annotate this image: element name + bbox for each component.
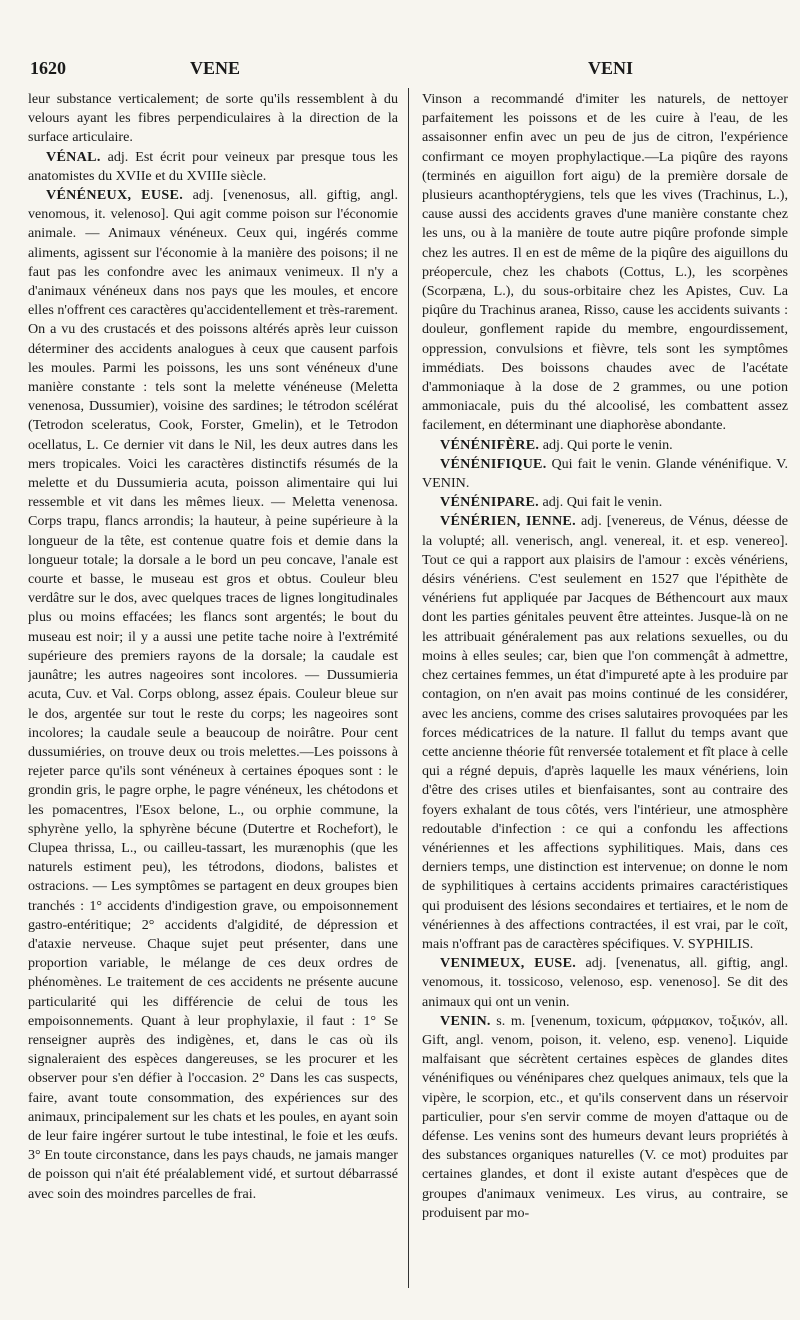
entry-veneneux: VÉNÉNEUX, EUSE. adj. [venenosus, all. giftig, angl. venomous, it. velenoso]. Qui agit comme poison sur l'économie animale. — Animaux vénéneux. Ceux qui, ingérés comme aliments, agissent sur l'économie à la manière des poisons; il ne faut pas les confondre avec les animaux venimeux. Il n'y a d'animaux vénéneux dans nos pays que les moules, et encore elles n'offrent ces caractères qu'accidentellement et très-rarement. On a vu des crustacés et des poissons altérés après leur cuisson déterminer des accidents analogues à ceux que causent parfois les moules. Parmi les poissons, les uns sont vénéneux d'une manière constante : tels sont la melette vénéneuse (Meletta venenosa, Dussumier), voisine des sardines; le tétrodon scélérat (Tetrodon sceleratus, Cook, Forster, Gmelin), et le Tetrodon ocellatus, L. Ce dernier vit dans le Nil, les deux autres dans les mers tropicales. Voici les caractères distinctifs résumés de la melette et du Dussumieria acuta, poisson alimentaire qui lui ressemble et vit dans les mêmes lieux. — Meletta venenosa. Corps trapu, flancs arrondis; la hauteur, à peine supérieure à la longueur de la tête, est contenue quatre fois et demie dans la longueur totale; la dorsale a le bord un peu concave, l'anale est courte et basse, le museau est gros et obtus. Couleur bleu verdâtre sur le dos, avec quelques traces de lignes longitudinales plus ou moins effacées; les flancs sont argentés; le bout du museau est noir; il y a aussi une petite tache noire à l'extrémité supérieure des premiers rayons de la dorsale; la caudale est jaunâtre; les autres nageoires sont incolores. — Dussumieria acuta, Cuv. et Val. Corps oblong, assez épais. Couleur bleue sur le dos, argentée sur tout le reste du corps; les nageoires sont incolores; la caudale seule a beaucoup de noirâtre. Pour cent dussumiéries, on trouve deux ou trois melettes.—Les poissons à rejeter parce qu'ils sont vénéneux à certaines époques sont : le grondin gris, le pagre orphe, le pagre vénéneux, les chétodons et les pomacentres, l'Esox belone, L., ou orphie commune, la sphyrène yello, la sphyrène bécune (Dutertre et Rochefort), le Clupea thrissa, L., ou cailleu-tassart, les murænophis (que les naturels estiment peu), les tétrodons, diodons, balistes et ostracions. — Les symptômes se partagent en deux groupes bien tranchés : 1° accidents d'indigestion grave, ou empoisonnement gastro-entéritique; 2° accidents d'algidité, de dépression et d'ataxie nerveuse. Chaque sujet peut présenter, dans une proportion variable, le mélange de ces deux ordres de phénomènes. Le traitement de ces accidents ne présente aucune particularité qui les différencie de celui de tous les empoisonnements. Quant à leur prophylaxie, il faut : 1° Se renseigner auprès des indigènes, et, dans le cas où ils signaleraient des espèces dangereuses, se les procurer et les observer pour s'en défier à l'occasion. 2° Dans les cas suspects, faire, avant toute consommation, des expériences sur des animaux, principalement sur les chats et les poules, en ayant soin de leur faire ingérer surtout le tube intestinal, le foie et les œufs. 3° En toute circonstance, dans les pays chauds, ne jamais manger de poisson qui n'ait été préalablement vidé, et surtout débarrassé avec soin des moindres parcelles de frai.: [28, 187, 398, 1202]
entry-venimeux: VENIMEUX, EUSE. adj. [venenatus, all. giftig, angl. venomous, it. tossicoso, velenoso, esp. venenoso]. Se dit des animaux qui ont un venin.: [422, 955, 788, 1010]
entry-venal: VÉNAL. adj. Est écrit pour veineux par presque tous les anatomistes du XVIIe et du XVIIIe siècle.: [28, 148, 398, 184]
right-running-head: VENI: [588, 58, 634, 78]
entry-continuation: leur substance verticalement; de sorte qu'ils ressemblent à du velours ayant les fibres perpendiculaires à la direction de la surface articulaire.: [28, 91, 398, 146]
entry-venenipare: VÉNÉNIPARE. adj. Qui fait le venin.: [440, 494, 663, 511]
headword: VENIMEUX, EUSE.: [440, 955, 577, 972]
headword: VÉNÉNIFIQUE.: [440, 455, 547, 472]
entry-venerien: VÉNÉRIEN, IENNE. adj. [venereus, de Vénus, déesse de la volupté; all. venerisch, angl. venereal, it. et esp. venereo]. Tout ce qui a rapport aux plaisirs de l'amour : excès vénériens, désirs vénériens. C'est seulement en 1527 que l'épithète de vénériens fut appliquée par Jacques de Béthencourt aux maux dont les parties génitales peuvent être atteintes. Jusque-là on ne les attribuait généralement pas aux relations sexuelles, ou du moins à elles seules; car, bien que l'on commençât à admettre, chez certaines femmes, un état d'impureté apte à les produire par contagion, on n'en avait pas moins continué de les considérer, avec les anciens, comme des crises salutaires provoquées par les forces médicatrices de la nature. Il fallut du temps avant que cette ancienne théorie fût renversée totalement et fît place à celle qui a régné depuis, d'après laquelle les maux vénériens, loin d'être des crises utiles et bienfaisantes, sont au contraire des foyers exhalant de tous côtés, vers l'intérieur, une atmosphère redoutable d'infection : ce qui a confondu les affections vénériennes et les affections syphilitiques. Mais, dans ces derniers temps, une distinction est intervenue; on donne le nom de syphilitiques à certains accidents primaires caractéristiques qui produisent des lésions secondaires et tertiaires, et le nom de vénériennes à des affections contractées, il est vrai, par le coït, mais n'offrant pas de caractères spécifiques. V. SYPHILIS.: [422, 513, 788, 952]
left-running-head: VENE: [190, 58, 241, 78]
page-number: 1620: [30, 58, 66, 78]
entry-continuation: Vinson a recommandé d'imiter les naturels, de nettoyer parfaitement les poissons et de les cuire à l'eau, de les assaisonner enfin avec un peu de jus de citron, l'expérience confirmant ce moyen prophylactique.—La piqûre des rayons (terminés en aiguillon fort aigu) de la première dorsale de plusieurs acanthoptérygiens, tels que les vives (Trachinus, L.), cause aussi des accidents graves d'une manière constante chez les uns, ou à la manière de toute autre piqûre profonde simple chez les autres. Il en est de même de la piqûre des aiguillons du préopercule, chez les chabots (Cottus, L.), les scorpènes (Scorpæna, L.), du sous-orbitaire chez les Apistes, Cuv. La piqûre du Trachinus aranea, Risso, cause les accidents suivants : douleur, gonflement rapide du membre, engourdissement, oppression, convulsions et fièvre, tels sont les symptômes immédiats. Des boissons chaudes avec de l'acétate d'ammoniaque à la dose de 2 grammes, ou une potion ammoniacale, puis du thé alcoolisé, les combattent assez facilement, en déterminant une diaphorèse abondante.: [422, 91, 788, 434]
headword: VÉNÉNIPARE.: [440, 494, 539, 511]
entry-venenifique: VÉNÉNIFIQUE. Qui fait le venin. Glande vénénifique. V. VENIN.: [422, 455, 788, 492]
entry-venin: VENIN. s. m. [venenum, toxicum, φάρμακον, τοξικόν, all. Gift, angl. venom, poison, it. veleno, esp. veneno]. Liquide malfaisant que sécrètent certaines espèces de glandes dites vénénifiques ou vénénipares chez quelques animaux, tels que la vipère, le scorpion, etc., et qu'ils conservent dans un réservoir particulier, pour s'en servir comme de moyen d'attaque ou de défense. Les venins sont des humeurs devant leurs propriétés à des substances organiques naturelles (V. ce mot) produites par certaines glandes, et dont il existe autant d'espèces que de groupes d'animaux venimeux. Les virus, au contraire, se produisent par mo-: [422, 1012, 788, 1221]
headword: VÉNÉNEUX, EUSE.: [46, 187, 184, 204]
left-column: [28, 90, 398, 1290]
headword: VENIN.: [440, 1012, 491, 1029]
running-header: [0, 58, 800, 82]
headword: VÉNÉRIEN, IENNE.: [440, 513, 576, 530]
right-column: [422, 90, 788, 1290]
headword: VÉNAL.: [46, 148, 101, 165]
entry-venenifere: VÉNÉNIFÈRE. adj. Qui porte le venin.: [440, 436, 673, 453]
headword: VÉNÉNIFÈRE.: [440, 436, 540, 453]
column-divider: [408, 88, 409, 1288]
